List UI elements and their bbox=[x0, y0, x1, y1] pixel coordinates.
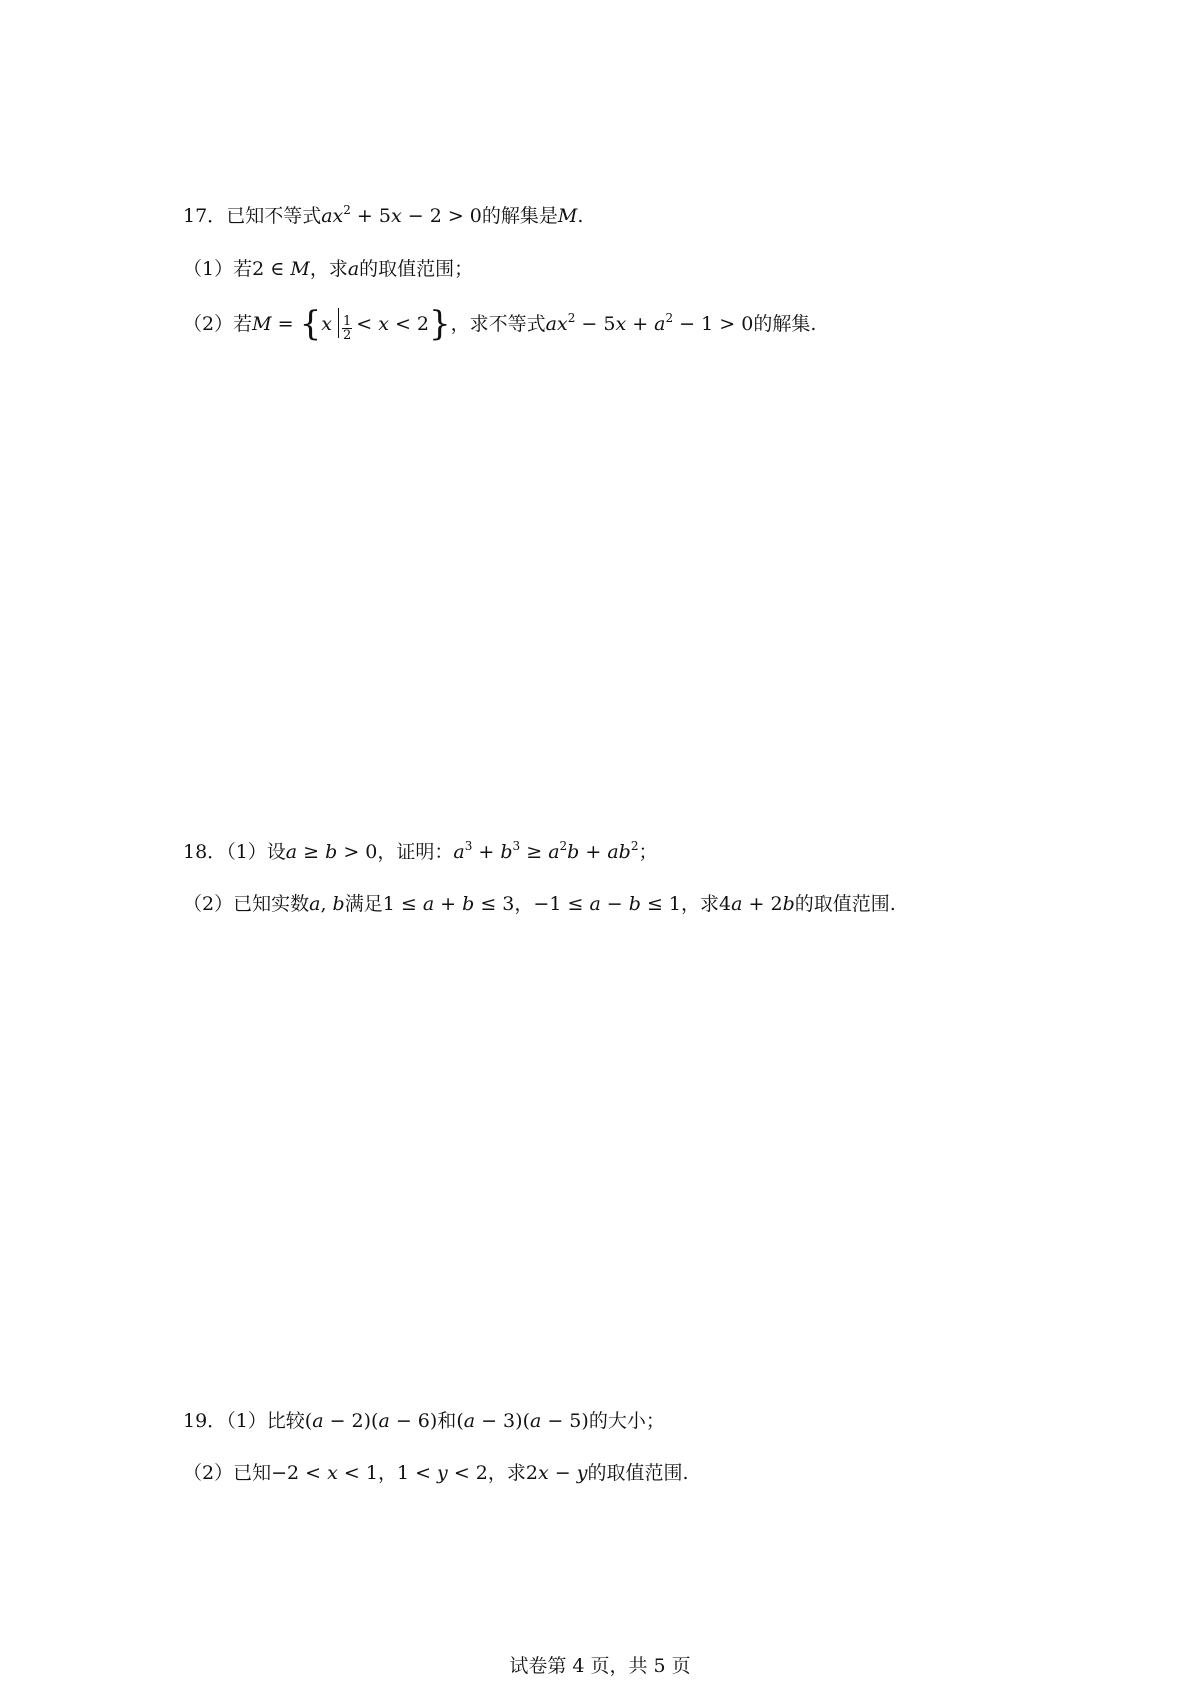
part-label: （2） bbox=[183, 893, 234, 915]
math-expression: 1 ≤ a + b ≤ 3 bbox=[382, 893, 515, 915]
math-expression: $a^3 + b^3 \ge a^2b + ab^2$ bbox=[453, 839, 639, 863]
part-label: （2） bbox=[183, 1462, 234, 1484]
math-expression: 1 < y < 2 bbox=[396, 1462, 488, 1484]
math-expression: a bbox=[347, 258, 360, 280]
problem-17-stem-suffix: 的解集是 bbox=[481, 205, 558, 227]
math-expression: (a − 2)(a − 6) bbox=[304, 1410, 438, 1432]
part-text: 的取值范围. bbox=[794, 893, 896, 915]
part-label: （2） bbox=[183, 313, 234, 335]
problem-17-part-1 bbox=[183, 256, 473, 282]
part-text: ，证明： bbox=[377, 841, 454, 863]
problem-17-stem-prefix: 已知不等式 bbox=[226, 205, 322, 227]
math-expression: a, b bbox=[309, 893, 345, 915]
part-text: 已知实数 bbox=[233, 893, 310, 915]
part-text: 的取值范围. bbox=[587, 1462, 689, 1484]
part-text: 若 bbox=[233, 258, 253, 280]
math-expression: (a − 3)(a − 5) bbox=[456, 1410, 589, 1432]
part-label: （1） bbox=[183, 258, 234, 280]
part-text: ， bbox=[514, 893, 534, 915]
problem-17-number: 17． bbox=[183, 205, 227, 227]
math-expression: −2 < x < 1 bbox=[271, 1462, 378, 1484]
problem-19-number: 19． bbox=[183, 1410, 227, 1432]
part-text: 的解集. bbox=[753, 313, 817, 335]
part-text: 已知 bbox=[233, 1462, 272, 1484]
math-expression: 2 ∈ M bbox=[252, 258, 310, 280]
math-expression: a ≥ b > 0 bbox=[285, 841, 378, 863]
problem-18-number: 18． bbox=[183, 841, 227, 863]
math-expression: M = {x $\frac{1}{2}$ < x < 2} bbox=[252, 304, 451, 344]
part-text: 若 bbox=[233, 313, 253, 335]
problem-19-part-2 bbox=[183, 1460, 688, 1486]
part-text: 的取值范围； bbox=[359, 258, 474, 280]
part-text: ，求 bbox=[487, 1462, 526, 1484]
part-text: ，求 bbox=[309, 258, 348, 280]
math-expression: −1 ≤ a − b ≤ 1 bbox=[533, 893, 682, 915]
math-expression: 2x − y bbox=[525, 1462, 588, 1484]
part-text: ，求 bbox=[681, 893, 720, 915]
math-expression: $ax^2 - 5x + a^2 - 1 > 0$ bbox=[545, 311, 754, 335]
problem-18-part-2 bbox=[183, 891, 896, 917]
part-text: 和 bbox=[437, 1410, 457, 1432]
part-text: 满足 bbox=[344, 893, 383, 915]
part-text: ； bbox=[638, 841, 658, 863]
problem-17-stem: 17．已知不等式$ax^2 + 5x - 2 > 0$的解集是M. bbox=[183, 203, 584, 227]
math-expression: 4a + 2b bbox=[719, 893, 795, 915]
math-expression: $ax^2 + 5x - 2 > 0$ bbox=[321, 203, 482, 227]
part-text: 比较 bbox=[266, 1410, 305, 1432]
page-footer: 试卷第 4 页，共 5 页 bbox=[509, 1655, 691, 1677]
problem-18-part-1 bbox=[183, 839, 657, 865]
part-text: ，求不等式 bbox=[450, 313, 546, 335]
problem-19-part-1 bbox=[183, 1408, 665, 1434]
math-expression: M bbox=[557, 205, 578, 227]
problem-17-part-2 bbox=[183, 304, 817, 344]
part-text: ， bbox=[377, 1462, 397, 1484]
part-text: 设 bbox=[266, 841, 286, 863]
part-text: 的大小； bbox=[588, 1410, 665, 1432]
part-label: （1） bbox=[226, 1410, 267, 1432]
part-label: （1） bbox=[226, 841, 267, 863]
